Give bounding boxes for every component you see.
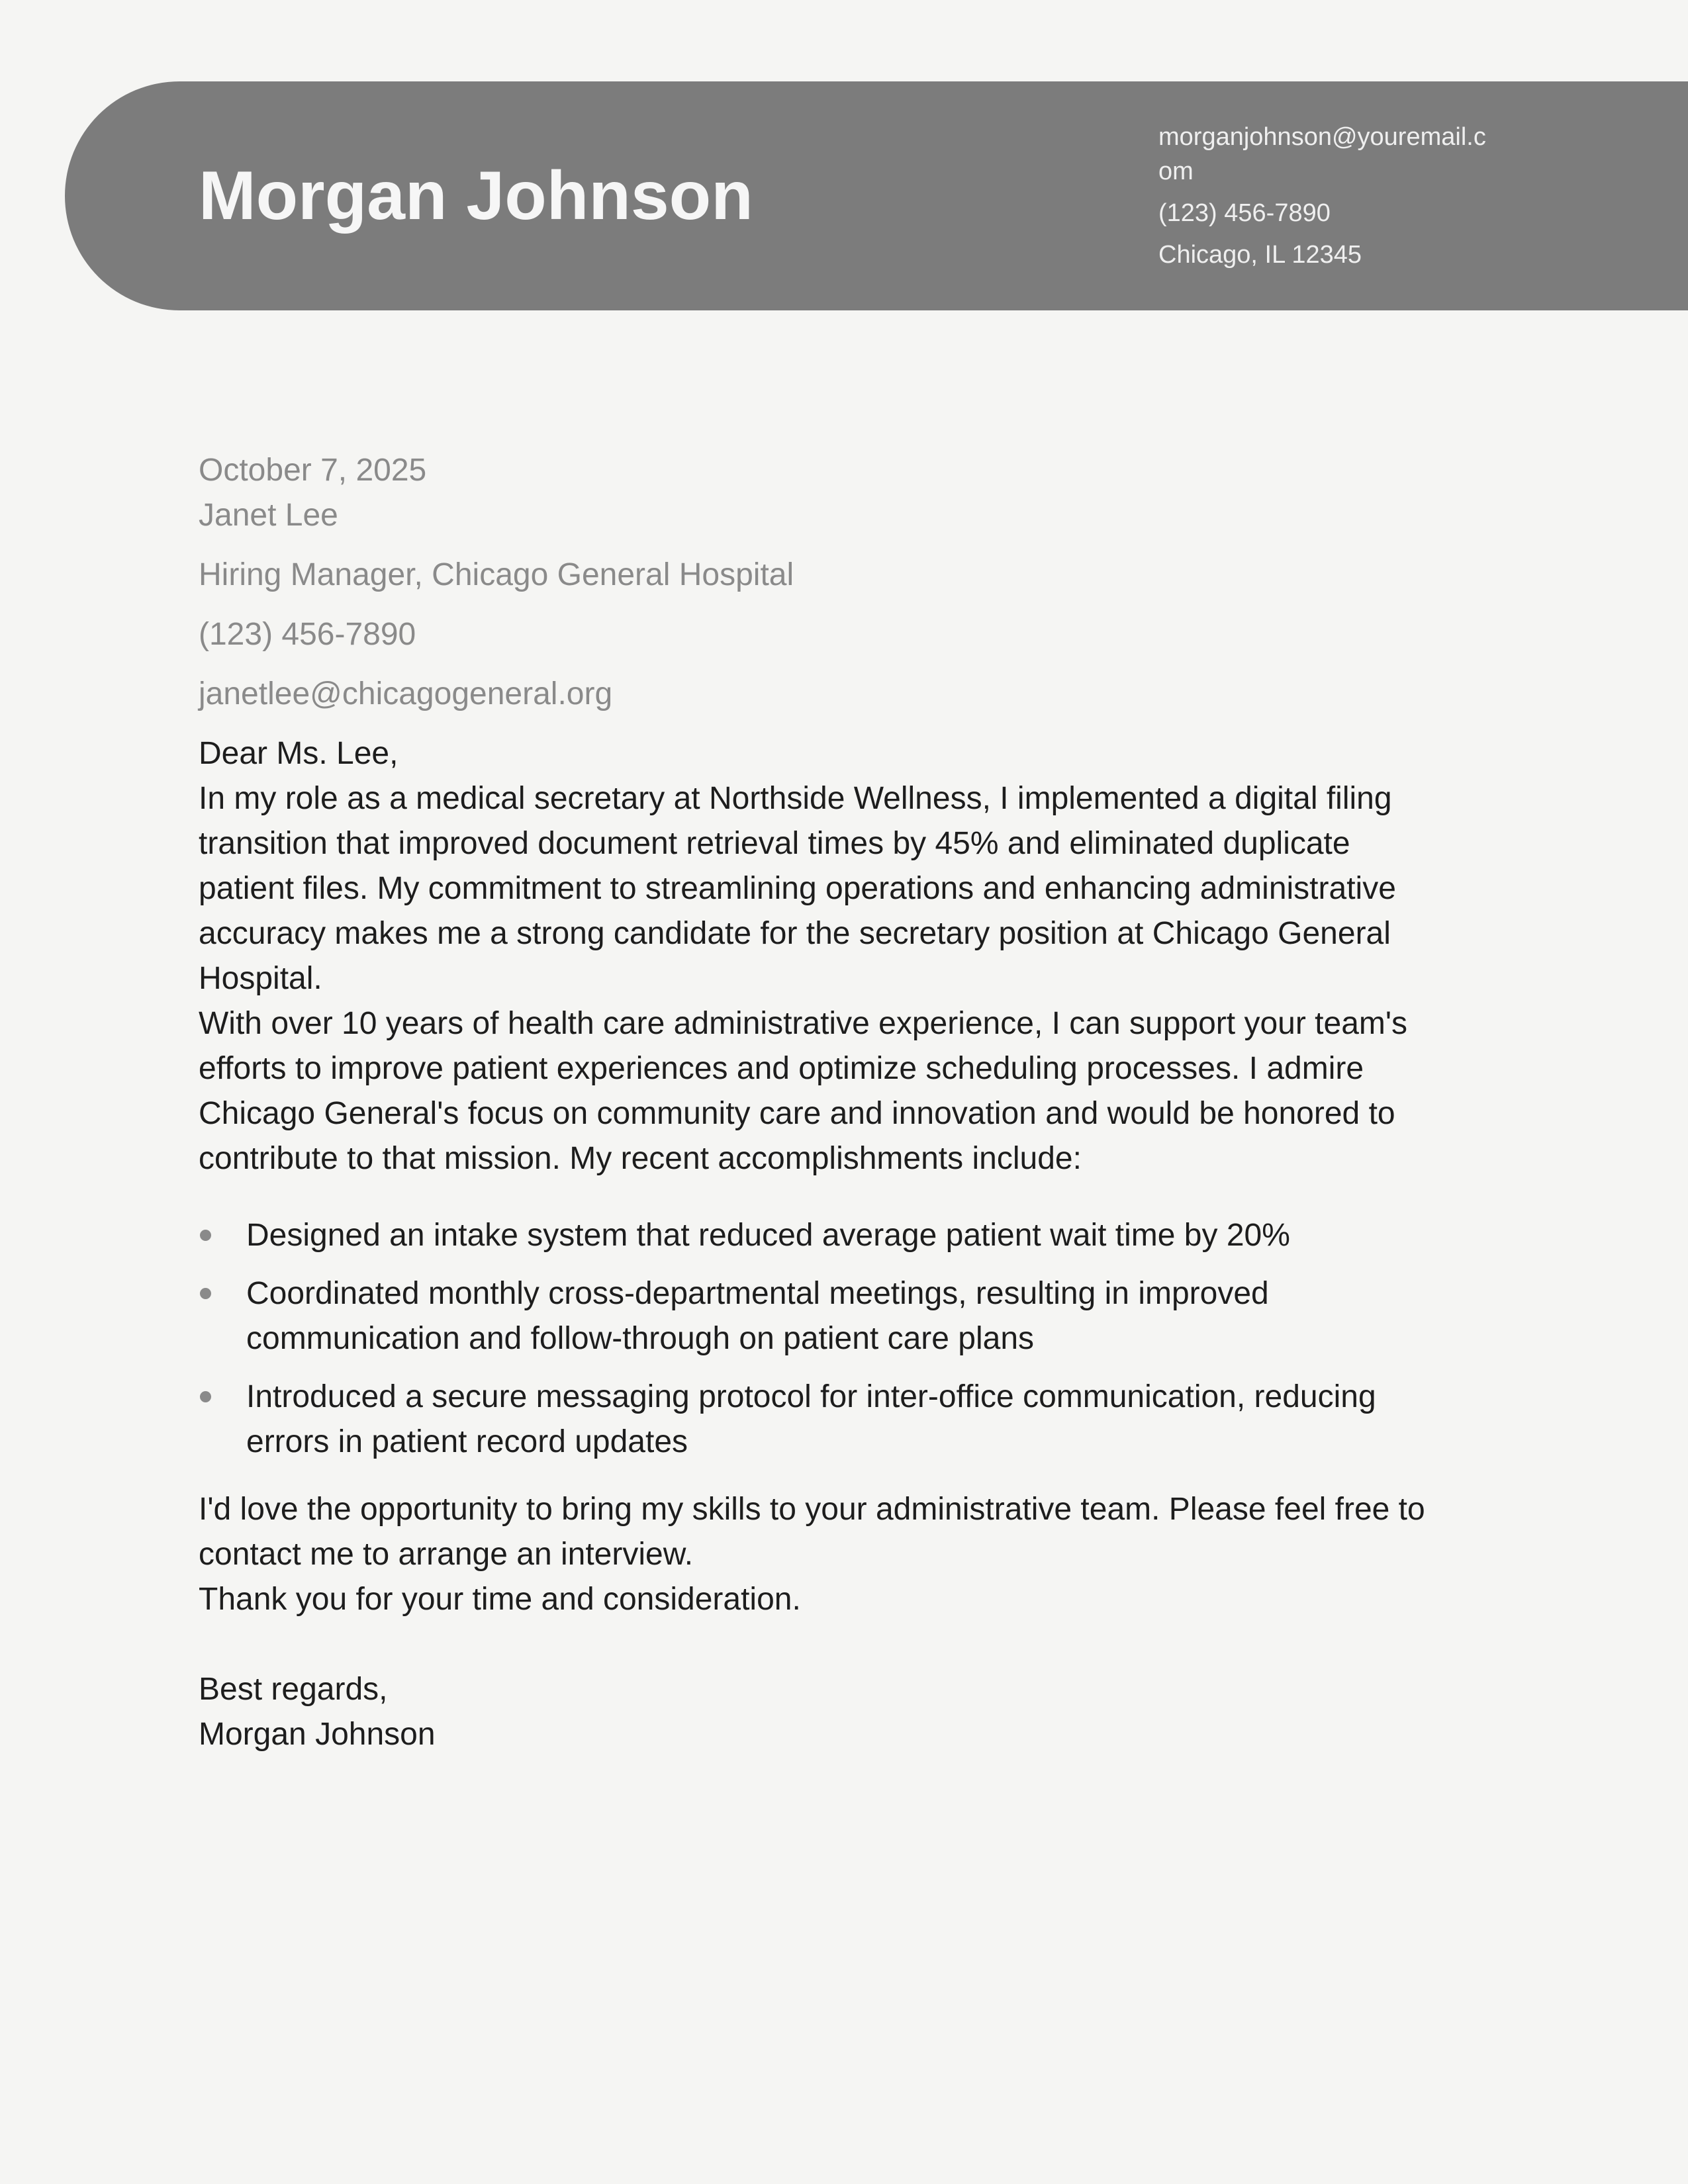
- greeting: Dear Ms. Lee,: [199, 736, 399, 771]
- bullet-dot-icon: [200, 1230, 211, 1241]
- bullet-item: [199, 1375, 1440, 1465]
- body-paragraph-1: In my role as a medical secretary at Northside Wellness, I implemented a digital filing transition that improved document retrieval times by 45% and eliminated duplicate patient files. My commitment to streamlining operations and enhancing administrative accuracy makes me a strong candidate for the secretary position at Chicago General Hospital.: [199, 781, 1396, 996]
- bullet-item-text: Coordinated monthly cross-departmental meetings, resulting in improved communication and follow-through on patient care plans: [246, 1276, 1269, 1356]
- applicant-name: Morgan Johnson: [199, 157, 753, 234]
- bullet-dot-icon: [200, 1391, 211, 1402]
- recipient-title: Hiring Manager, Chicago General Hospital: [199, 557, 794, 592]
- recipient-block: [199, 493, 1440, 717]
- body-paragraph-2: With over 10 years of health care administrative experience, I can support your team's efforts to improve patient experiences and optimize scheduling processes. I admire Chicago General's focus on community care and innovation and would be honored to contribute to that mission. My recent accomplishments include:: [199, 1006, 1408, 1176]
- signoff: Best regards,: [199, 1672, 388, 1707]
- recipient-email: janetlee@chicagogeneral.org: [199, 676, 613, 711]
- signature-block: [199, 1667, 1440, 1757]
- bullet-item-text: Introduced a secure messaging protocol for inter-office communication, reducing errors in patient record updates: [246, 1379, 1376, 1459]
- header-contact-location: Chicago, IL 12345: [1158, 241, 1362, 269]
- bullet-item: [199, 1271, 1440, 1361]
- closing-paragraph: I'd love the opportunity to bring my skills to your administrative team. Please feel free to contact me to arrange an interview.: [199, 1492, 1425, 1572]
- header-contact-email: morganjohnson@youremail.com: [1158, 123, 1486, 185]
- recipient-phone: (123) 456-7890: [199, 617, 416, 652]
- bullet-list: [199, 1213, 1440, 1465]
- recipient-name: Janet Lee: [199, 498, 338, 533]
- bullet-item: [199, 1213, 1440, 1258]
- letter-body: [199, 0, 1440, 1757]
- bullet-dot-icon: [200, 1288, 211, 1299]
- signature-name: Morgan Johnson: [199, 1717, 436, 1752]
- letter-date: October 7, 2025: [199, 453, 427, 488]
- header-contact-phone: (123) 456-7890: [1158, 199, 1331, 227]
- thanks-line: Thank you for your time and consideration.: [199, 1582, 801, 1617]
- bullet-item-text: Designed an intake system that reduced average patient wait time by 20%: [246, 1218, 1290, 1253]
